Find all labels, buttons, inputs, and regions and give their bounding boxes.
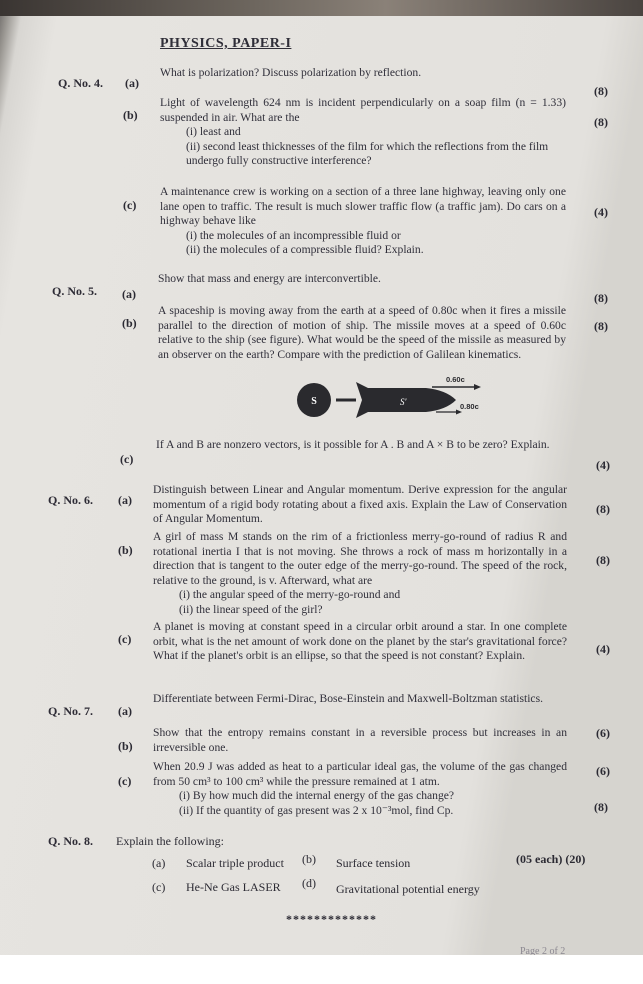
q4-part-c-sub-ii: (ii) the molecules of a compressible fluid? Explain. (186, 243, 424, 257)
q6-part-c-marks: (4) (596, 642, 610, 656)
q5-part-c-text: If A and B are nonzero vectors, is it possible for A . B and A × B to be zero? Explain. (156, 438, 550, 451)
earth-label: S (311, 396, 317, 407)
q4-part-b-sub-i: (i) least and (186, 125, 241, 139)
q6-part-b-block (153, 530, 567, 618)
q6-part-c-label: (c) (118, 632, 132, 646)
q8-item-d-text: Gravitational potential energy (336, 882, 480, 896)
q7-part-c-text: When 20.9 J was added as heat to a particular ideal gas, the volume of the gas changed from 50 cm³ to 100 cm³ while the pressure remained at 1 atm. (153, 760, 567, 788)
q8-item-d-part: (d) (302, 876, 316, 890)
page-footer: Page 2 of 2 (520, 946, 566, 955)
q8-item-c-text: He-Ne Gas LASER (186, 880, 281, 894)
q6-part-b-label: (b) (118, 543, 133, 557)
q4-part-a-label: (a) (125, 76, 139, 90)
missile-arrow-head-icon (474, 384, 481, 390)
q7-part-c-sub-ii: (ii) If the quantity of gas present was 2 x 10⁻³mol, find Cp. (179, 803, 454, 817)
q7-part-c-label: (c) (118, 774, 132, 788)
q6-part-b-sub-ii: (ii) the linear speed of the girl? (179, 602, 323, 616)
q5-part-a-text: Show that mass and energy are interconvertible. (158, 272, 381, 285)
q4-part-c-marks: (4) (594, 205, 608, 219)
q6-part-a-label: (a) (118, 493, 132, 507)
missile-speed-label: 0.60c (446, 375, 465, 384)
paper-title: PHYSICS, PAPER-I (160, 36, 292, 51)
q7-part-b-text: Show that the entropy remains constant in a reversible process but increases in an irreversible one. (153, 726, 567, 754)
q4-part-c-sub-i: (i) the molecules of an incompressible fluid or (186, 228, 401, 242)
q4-part-c-block (160, 185, 566, 258)
q5-part-b-text: A spaceship is moving away from the earth at a speed of 0.80c when it fires a missile parallel to the direction of motion of ship. The missile moves at a speed of 0.60c relative to the ship (see figure). What would be the speed of the missile as measured by an observer on the earth? Compare with the prediction of Galilean kinematics. (158, 304, 566, 361)
q5-part-c-label: (c) (120, 452, 134, 466)
q4-part-a-marks: (8) (594, 84, 608, 98)
q6-part-b-sub-i: (i) the angular speed of the merry-go-round and (179, 588, 401, 602)
photo-top-edge (0, 0, 643, 16)
q8-item-c-part: (c) (152, 880, 166, 894)
ship-speed-label: 0.80c (460, 402, 479, 411)
q4-part-b-text: Light of wavelength 624 nm is incident perpendicularly on a soap film (n = 1.33) suspended in air. What are the (160, 96, 566, 124)
q5-part-a-label: (a) (122, 287, 136, 301)
q5-part-a-marks: (8) (594, 291, 608, 305)
q7-part-a-label: (a) (118, 704, 132, 718)
q4-part-c-label: (c) (123, 198, 137, 212)
q4-part-b-sub-ii: (ii) second least thicknesses of the film for which the reflections from the film undergo fully constructive interference? (186, 139, 549, 168)
q5-part-b-label: (b) (122, 316, 137, 330)
question-5-label: Q. No. 5. (52, 284, 97, 298)
q8-marks: (05 each) (20) (516, 852, 586, 866)
q8-instruction: Explain the following: (116, 834, 224, 848)
q4-part-b-block (160, 96, 566, 169)
q6-part-c-text: A planet is moving at constant speed in a circular orbit around a star. In one complete orbit, what is the net amount of work done on the planet by the star's gravitational force? What if the planet's orbit is an ellipse, so that the speed is not constant? Explain. (153, 620, 567, 663)
ship-frame-label: S' (400, 397, 407, 407)
q8-item-b-part: (b) (302, 852, 316, 866)
q6-part-a-marks: (8) (596, 502, 610, 516)
q7-part-a-marks: (6) (596, 726, 610, 740)
q4-part-c-text: A maintenance crew is working on a section of a three lane highway, leaving only one lane open to traffic. The result is much slower traffic flow (a traffic jam). Do cars on a highway behave like (160, 185, 566, 228)
q7-part-c-marks: (8) (594, 800, 608, 814)
q7-part-b-label: (b) (118, 739, 133, 753)
q6-part-a-text: Distinguish between Linear and Angular momentum. Derive expression for the angular momentum of a rigid body rotating about a fixed axis. Explain the Law of Conservation of Angular Momentum. (153, 483, 567, 526)
q8-item-a-part: (a) (152, 856, 166, 870)
question-8-label: Q. No. 8. (48, 834, 93, 848)
q5-part-b-marks: (8) (594, 319, 608, 333)
spaceship-missile-figure (296, 372, 486, 424)
question-4-label: Q. No. 4. (58, 76, 103, 90)
question-6-label: Q. No. 6. (48, 493, 93, 507)
q8-item-a-text: Scalar triple product (186, 856, 284, 870)
q4-part-b-marks: (8) (594, 115, 608, 129)
q7-part-b-marks: (6) (596, 764, 610, 778)
q5-part-c-marks: (4) (596, 458, 610, 472)
q4-part-a-text: What is polarization? Discuss polarization by reflection. (160, 66, 422, 79)
question-7-label: Q. No. 7. (48, 704, 93, 718)
q7-part-a-text: Differentiate between Fermi-Dirac, Bose-Einstein and Maxwell-Boltzman statistics. (153, 692, 543, 705)
q7-part-c-block (153, 760, 567, 818)
q7-part-c-sub-i: (i) By how much did the internal energy of the gas change? (179, 789, 455, 803)
q8-item-b-text: Surface tension (336, 856, 411, 870)
q4-part-b-label: (b) (123, 108, 138, 122)
q6-part-b-marks: (8) (596, 553, 610, 567)
end-of-paper-mark: ************* (286, 912, 377, 926)
q6-part-b-text: A girl of mass M stands on the rim of a frictionless merry-go-round of radius R and rotational inertia I that is not moving. She throws a rock of mass m horizontally in a direction that is tangent to the outer edge of the merry-go-round. The speed of the rock, relative to the ground, is v. Afterward, what are (153, 530, 567, 587)
